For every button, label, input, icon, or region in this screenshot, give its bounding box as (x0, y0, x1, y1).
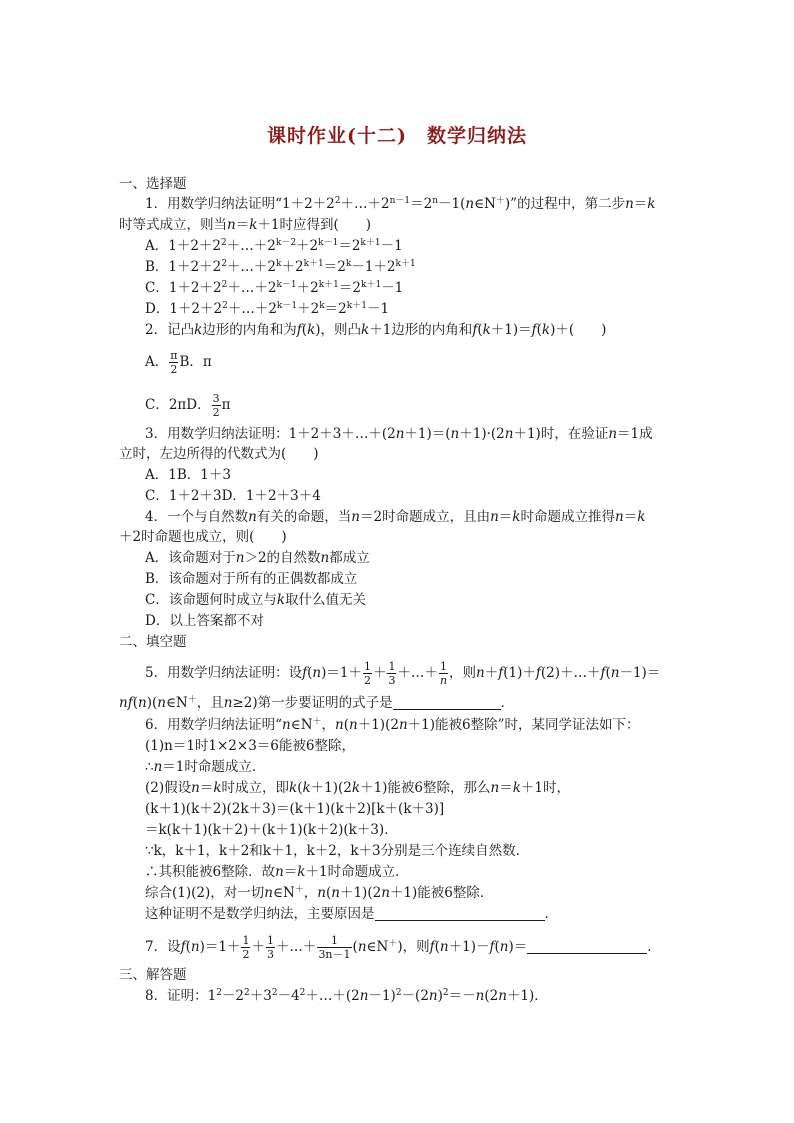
question-2-stem: 2．记凸k边形的内角和为f(k)，则凸k＋1边形的内角和f(k＋1)＝f(k)＋( ) (145, 322, 607, 338)
question-8: 8．证明：$1^2-2^2+3^2-4^2+\dots+(2n-1)^2-(2n)^2=-n(2n+1)$． (145, 988, 548, 1004)
answer-blank-7[interactable] (527, 939, 647, 954)
question-6-step-2: (2)假设n＝k时成立，即k(k＋1)(2k＋1)能被6整除，那么n＝k＋1时， (145, 780, 571, 796)
title-main: 课时作业(十二) (267, 125, 407, 147)
question-2-options-ab: A． $\frac{\pi}{2}$ B．π (145, 349, 212, 376)
question-6-summary: 综合(1)(2)，对一切n∈N＋，n(n＋1)(2n＋1)能被6整除． (145, 885, 494, 901)
question-3-options-ab: A．1B．1＋3 (145, 467, 231, 483)
question-4-line-2: ＋2时命题也成立，则( ) (119, 529, 287, 545)
question-6-expansion-2: ＝k(k＋1)(k＋2)＋(k＋1)(k＋2)(k＋3)． (145, 822, 398, 838)
question-6-expansion: (k＋1)(k＋2)(2k＋3)＝(k＋1)(k＋2)[k＋(k＋3)] (145, 801, 445, 817)
title-sub: 数学归纳法 (426, 125, 527, 147)
question-6-line-1: 6．用数学归纳法证明“n∈N＋，n(n＋1)(2n＋1)能被6整除”时，某同学证法如下： (145, 717, 640, 733)
question-5-line-2: nf(n)(n∈N＋，且n≥2)第一步要证明的式子是 ． (119, 695, 515, 711)
answer-blank-6[interactable] (375, 906, 545, 921)
question-5-line-1: 5．用数学归纳法证明：设f(n)＝1＋ $\frac{1}{2}$ ＋ $\frac{1}{3}$ ＋…＋ $\frac{1}{n}$ ，则n＋f(1)＋f(2)＋…＋f(n－1)＝ (145, 660, 661, 687)
question-6-ask: 这种证明不是数学归纳法，主要原因是 ． (145, 906, 558, 922)
question-4-option-d: D．以上答案都不对 (145, 613, 264, 629)
section-heading-choice: 一、选择题 (119, 176, 187, 192)
fraction: $\frac{3}{2}$ (212, 392, 220, 419)
question-4-option-b: B．该命题对于所有的正偶数都成立 (145, 571, 358, 587)
question-3-options-cd: C．1＋2＋3D．1＋2＋3＋4 (145, 488, 321, 504)
question-6-because: ∵k，k＋1，k＋2和k＋1，k＋2，k＋3分别是三个连续自然数． (145, 843, 530, 859)
page-title (0, 121, 794, 148)
question-4-option-a: A．该命题对于n＞2的自然数n都成立 (145, 550, 370, 566)
answer-blank-5[interactable] (393, 695, 501, 710)
question-6-step-1: (1)n＝1时1×2×3＝6能被6整除， (145, 738, 355, 754)
question-1-option-b: B．$1+2+2^2+\dots+2^k+2^{k+1}=2^k-1+2^{k+1}$ (145, 259, 416, 275)
question-3-line-1: 3．用数学归纳法证明：1＋2＋3＋…＋(2n＋1)＝(n＋1)·(2n＋1)时，在验证n＝1成 (145, 426, 653, 442)
section-heading-solve: 三、解答题 (119, 967, 187, 983)
question-4-option-c: C．该命题何时成立与k取什么值无关 (145, 592, 367, 608)
question-1-option-a: A．$1+2+2^2+\dots+2^{k-2}+2^{k-1}=2^{k+1}-1$ (145, 238, 403, 254)
question-4-line-1: 4．一个与自然数n有关的命题，当n＝2时命题成立，且由n＝k时命题成立推得n＝k (145, 509, 646, 525)
question-7: 7．设f(n)＝1＋ $\frac{1}{2}$ ＋ $\frac{1}{3}$ ＋…＋ $\frac{1}{3n-1}$ (n∈N＋)，则f(n＋1)－f(n)＝ ． (145, 934, 661, 961)
question-1-option-d: D．$1+2+2^2+\dots+2^{k-1}+2^k=2^{k+1}-1$ (145, 301, 390, 317)
question-6-therefore: ∴其积能被6整除．故n＝k＋1时命题成立． (145, 864, 409, 880)
question-3-line-2: 立时，左边所得的代数式为( ) (119, 446, 319, 462)
question-6-step-1-conclusion: ∴n＝1时命题成立． (145, 759, 266, 775)
section-heading-fill: 二、填空题 (119, 634, 187, 650)
question-1-line-2: 时等式成立，则当n＝k＋1时应得到( ) (119, 217, 372, 233)
question-1-line-1: 1．用数学归纳法证明“$1+2+2^2+\dots+2^{n-1}=2^n-1(n\in N^+)$”的过程中，第二步n＝k (145, 196, 656, 212)
fraction: $\frac{\pi}{2}$ (170, 349, 178, 376)
question-2-options-cd: C．2πD． $\frac{3}{2}$ π (145, 392, 231, 419)
question-1-option-c: C．$1+2+2^2+\dots+2^{k-1}+2^{k+1}=2^{k+1}-1$ (145, 280, 404, 296)
